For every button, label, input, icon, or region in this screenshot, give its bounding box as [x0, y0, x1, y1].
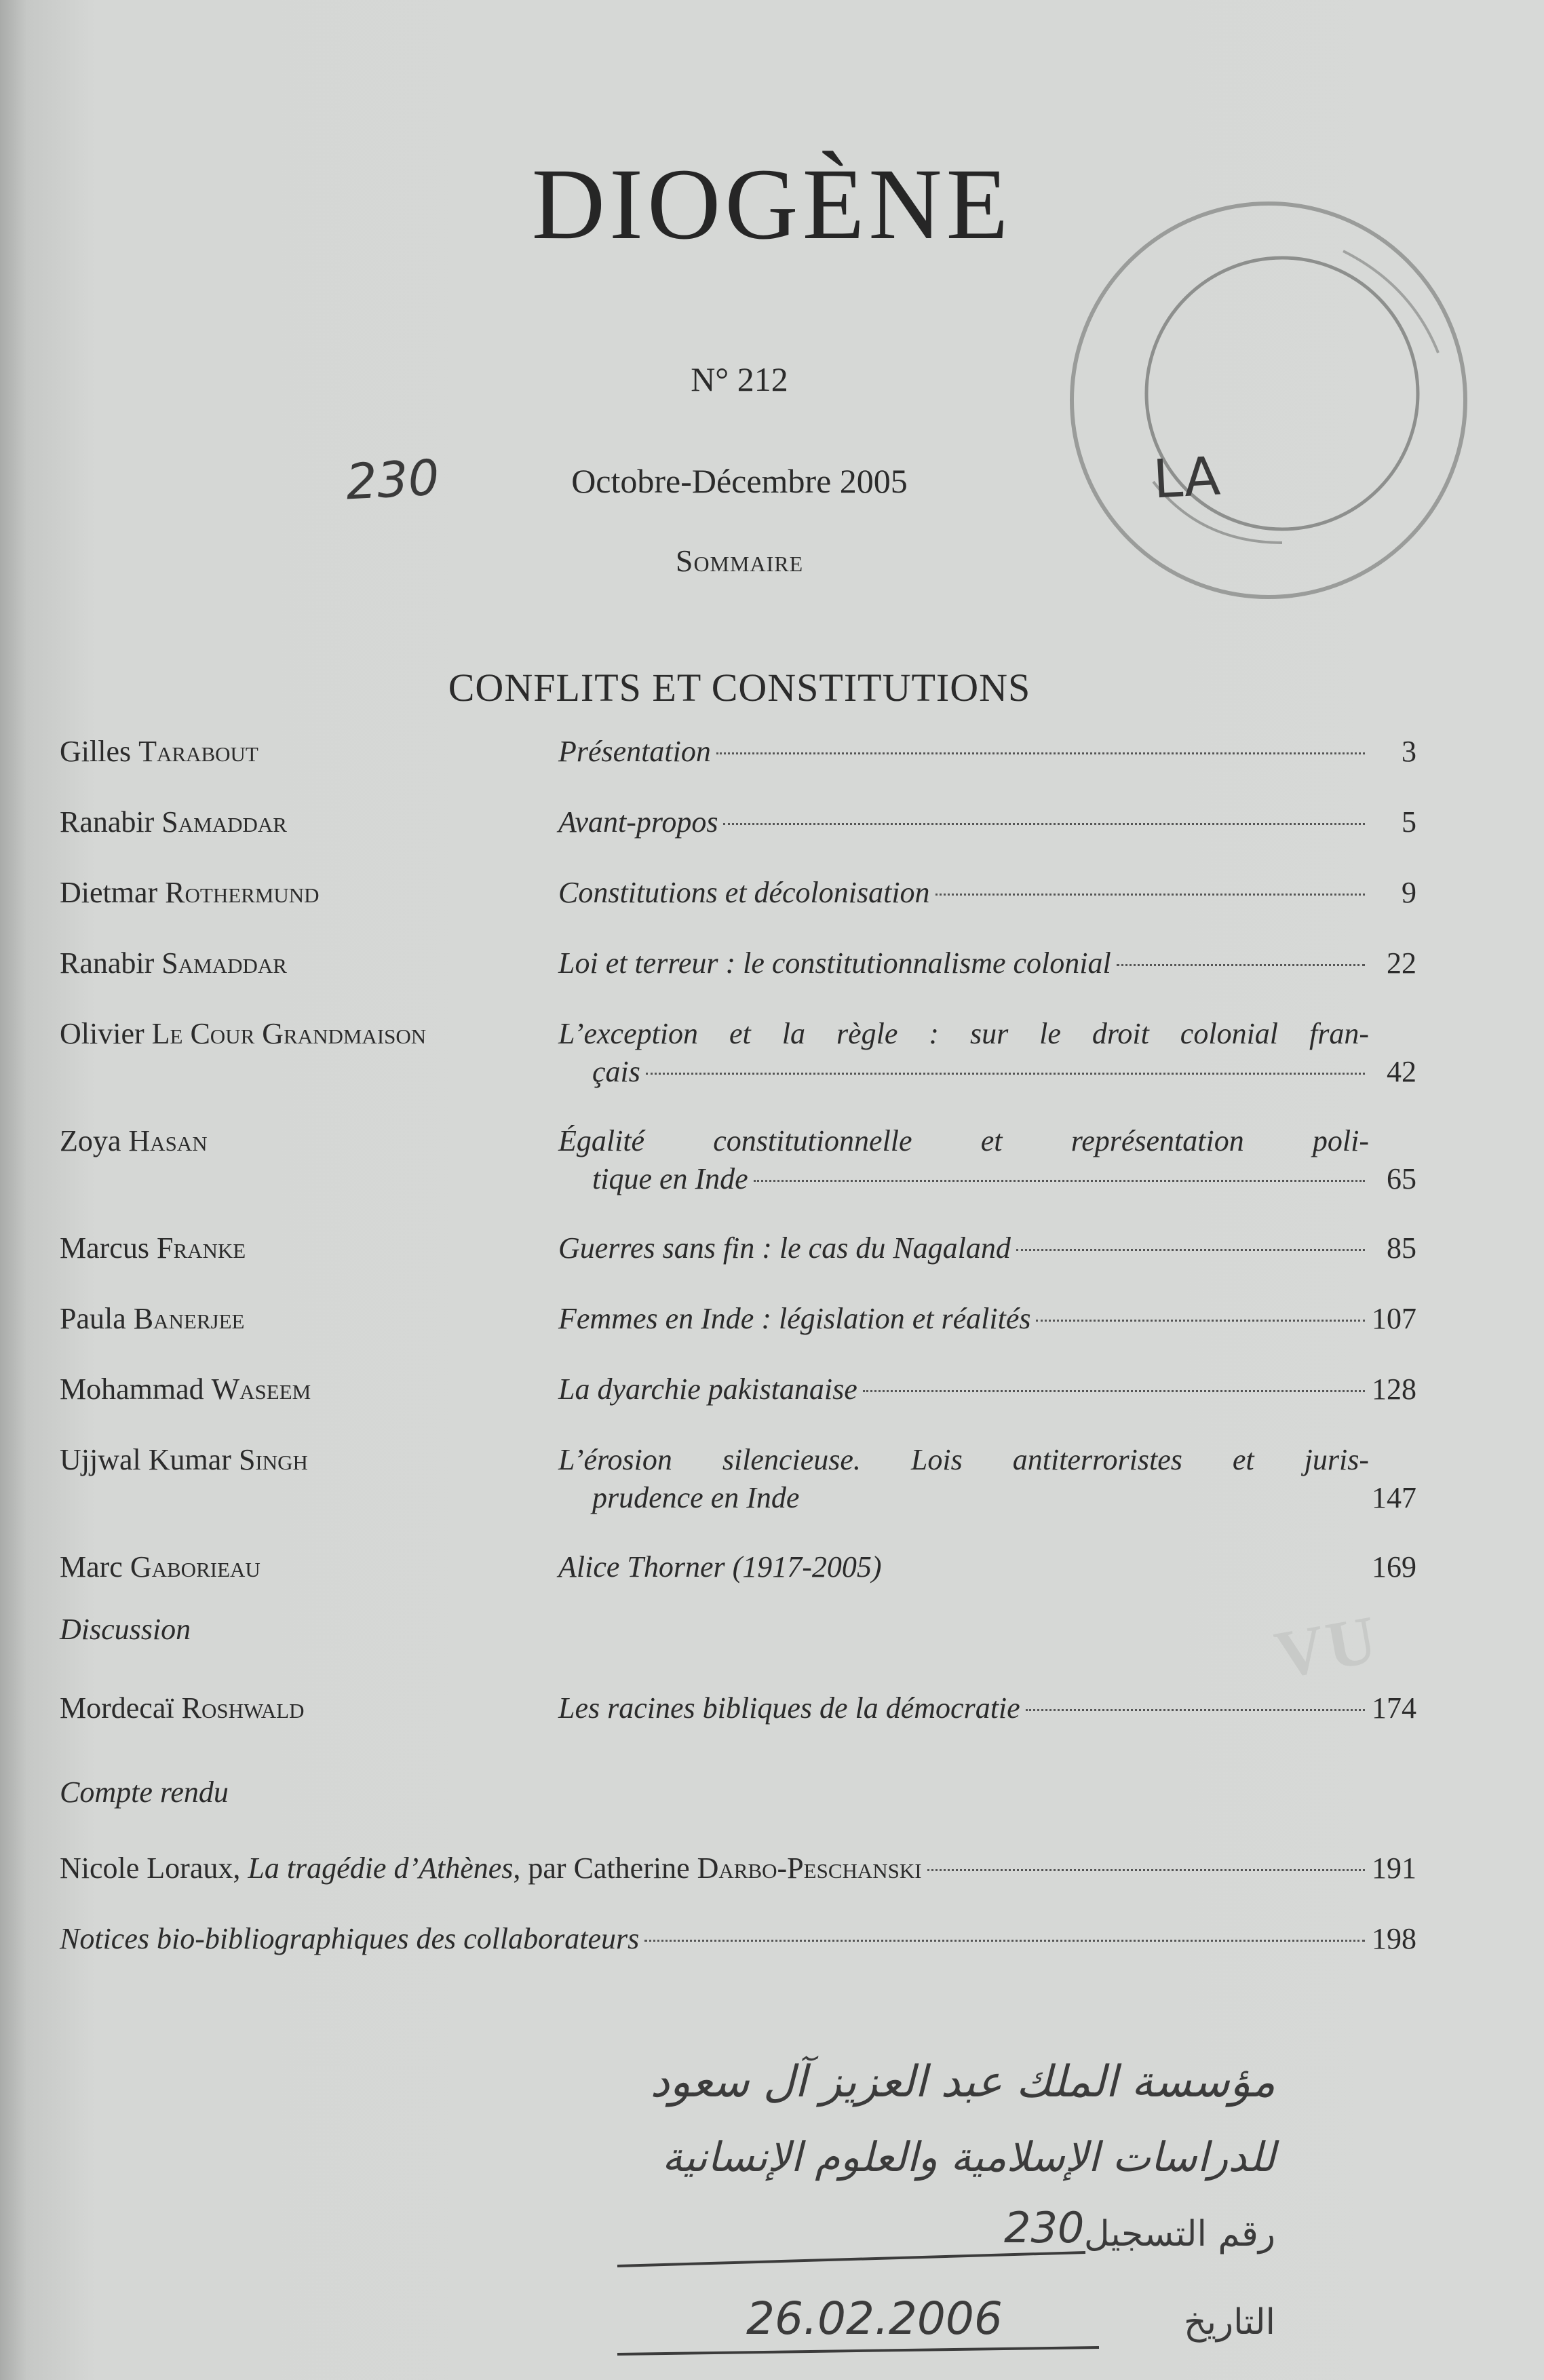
page-number: 191: [1372, 1851, 1416, 1885]
article-title: L’exception et la règle : sur le droit colonial fran- çais: [558, 1017, 1369, 1088]
page-number: 3: [1402, 735, 1416, 768]
article-title: Alice Thorner (1917-2005): [558, 1550, 882, 1584]
handwritten-initials: LA: [1151, 446, 1222, 511]
vu-stamp: VU: [1269, 1600, 1385, 1693]
page-number: 65: [1387, 1162, 1416, 1195]
author: Mohammad Waseem: [60, 1373, 311, 1406]
author: Dietmar Rothermund: [60, 876, 320, 909]
section-label-compte-rendu: Compte rendu: [60, 1776, 229, 1809]
article-title: Constitutions et décolonisation: [558, 874, 1369, 912]
journal-title: DIOGÈNE: [531, 148, 1013, 261]
theme-title: CONFLITS ET CONSTITUTIONS: [448, 666, 1031, 710]
handwritten-date-label: التاريخ: [1184, 2302, 1275, 2343]
notices-line: Notices bio-bibliographiques des collaborateurs: [60, 1920, 1369, 1958]
author: Marc Gaborieau: [60, 1550, 260, 1584]
article-title: Égalité constitutionnelle et représentation poli- tique en Inde: [558, 1124, 1369, 1195]
page-number: 22: [1387, 946, 1416, 980]
author: Marcus Franke: [60, 1231, 246, 1265]
page-number: 42: [1387, 1055, 1416, 1088]
handwritten-number: 230: [344, 448, 441, 511]
article-title: Les racines bibliques de la démocratie: [558, 1689, 1369, 1727]
review-line: Nicole Loraux, La tragédie d’Athènes, par Catherine Darbo-Peschanski: [60, 1849, 1369, 1887]
page-number: 147: [1372, 1481, 1416, 1514]
page-number: 169: [1372, 1550, 1416, 1584]
page-number: 9: [1402, 876, 1416, 909]
article-title: Guerres sans fin : le cas du Nagaland: [558, 1229, 1369, 1267]
author: Zoya Hasan: [60, 1124, 208, 1157]
page-number: 5: [1402, 805, 1416, 839]
handwritten-institution-line-1: مؤسسة الملك عبد العزيز آل سعود: [650, 2057, 1275, 2107]
page-number: 198: [1372, 1922, 1416, 1955]
handwritten-registration-date: 26.02.2006: [746, 2292, 1003, 2345]
author: Mordecaï Roshwald: [60, 1691, 305, 1725]
handwritten-institution-line-2: للدراسات الإسلامية والعلوم الإنسانية: [661, 2134, 1275, 2181]
article-title: Avant-propos: [558, 803, 1369, 841]
article-title: Présentation: [558, 733, 1369, 771]
section-label-discussion: Discussion: [60, 1613, 191, 1646]
author: Ranabir Samaddar: [60, 946, 287, 980]
author: Olivier Le Cour Grandmaison: [60, 1017, 427, 1050]
page-number: 128: [1372, 1373, 1416, 1406]
author: Paula Banerjee: [60, 1302, 245, 1335]
article-title: La dyarchie pakistanaise: [558, 1370, 1369, 1408]
page-number: 85: [1387, 1231, 1416, 1265]
contents-heading: Sommaire: [675, 543, 804, 578]
author: Ranabir Samaddar: [60, 805, 287, 839]
handwritten-registration-number: 230: [1004, 2203, 1085, 2252]
author: Ujjwal Kumar Singh: [60, 1443, 308, 1476]
article-title: Femmes en Inde : législation et réalités: [558, 1300, 1369, 1338]
article-title: L’érosion silencieuse. Lois antiterroristes et juris- prudence en Inde: [558, 1443, 1369, 1514]
page-number: 107: [1372, 1302, 1416, 1335]
handwritten-registration-label: رقم التسجيل: [1083, 2214, 1275, 2254]
article-title: Loi et terreur : le constitutionnalisme colonial: [558, 944, 1369, 982]
page-number: 174: [1372, 1691, 1416, 1725]
handwritten-registration-note: [597, 2049, 1343, 2368]
issue-date: Octobre-Décembre 2005: [571, 462, 908, 500]
author: Gilles Tarabout: [60, 735, 258, 768]
issue-number: N° 212: [691, 360, 788, 398]
